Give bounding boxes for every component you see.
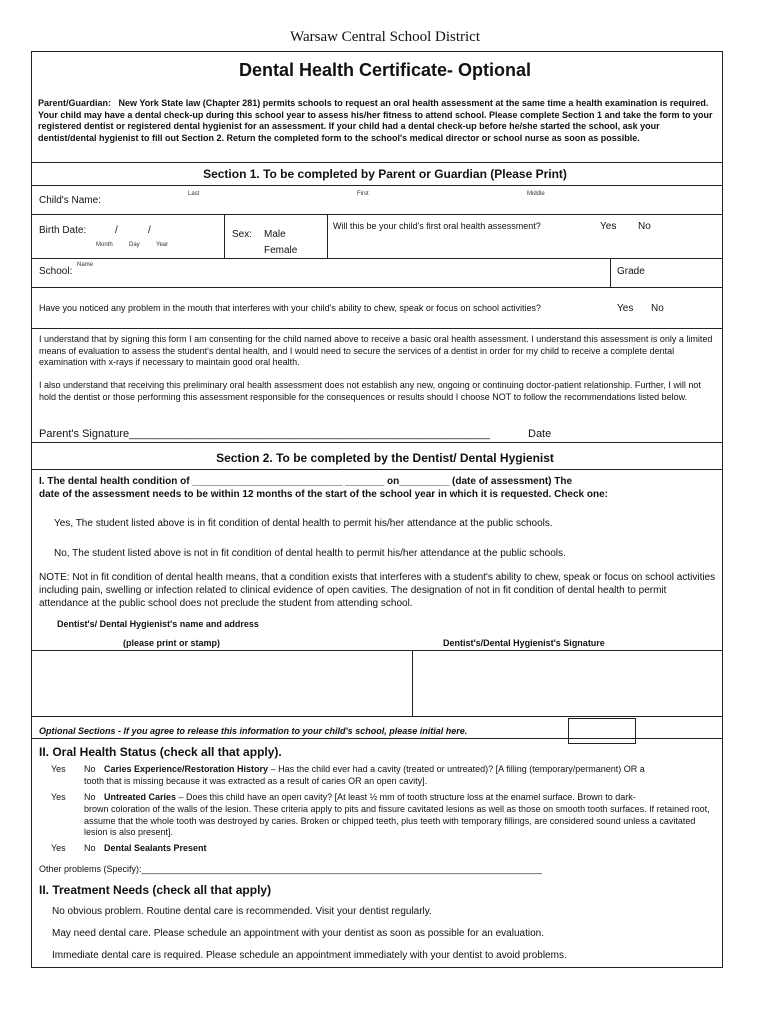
parent-signature-line[interactable]: Parent's Signature___________________________________________________________ <box>39 428 491 440</box>
section2-heading: Section 2. To be completed by the Dentist/ Dental Hygienist <box>216 451 554 465</box>
intro-lead: Parent/Guardian: <box>38 98 112 108</box>
sealants-no[interactable]: No <box>84 843 96 853</box>
caries-history-text: – Has the child ever had a cavity (treated or untreated)? [A filling (temporary/permanent) OR a <box>268 764 645 774</box>
divider <box>31 442 723 443</box>
first-assessment-no[interactable]: No <box>638 221 651 232</box>
divider <box>31 738 723 739</box>
problem-no[interactable]: No <box>651 303 664 314</box>
untreated-caries-title: Untreated Caries <box>104 792 177 802</box>
caries-history-line <box>104 764 645 774</box>
divider <box>31 716 723 717</box>
date-slash: / <box>148 225 151 236</box>
first-assessment-yes[interactable]: Yes <box>600 221 617 232</box>
day-label: Day <box>129 242 140 248</box>
divider <box>327 214 328 258</box>
intro-paragraph <box>38 98 716 144</box>
date-label: Date <box>528 428 552 440</box>
divider <box>610 258 611 287</box>
divider <box>31 258 723 259</box>
sex-label: Sex: <box>232 229 253 240</box>
oral-health-heading: II. Oral Health Status (check all that apply). <box>39 745 282 759</box>
problem-question: Have you noticed any problem in the mouth that interferes with your child's ability to chew, speak or focus on school activities? <box>39 303 541 313</box>
caries-history-detail: tooth that is missing because it was extracted as a result of caries OR an open cavity]. <box>84 776 428 786</box>
print-or-stamp-label: (please print or stamp) <box>123 638 221 648</box>
divider <box>31 162 723 163</box>
last-label: Last <box>188 191 200 197</box>
year-label: Year <box>156 242 169 248</box>
female-option[interactable]: Female <box>264 245 298 256</box>
untreated-caries-no[interactable]: No <box>84 792 96 802</box>
dentist-signature-label: Dentist's/Dental Hygienist's Signature <box>443 638 605 648</box>
intro-text: New York State law (Chapter 281) permits schools to request an oral health assessment at the same time a health examination is required. Your child may have a dental check-up during this school year to assess his/her fitness to attend school. Please complete Section 1 and take the form to your registered dentist or registered dental hygienist for an assessment. If your child had a dental check-up before he/she started the school, ask your dentist/dental hygienist to fill out Section 2. Return the completed form to the school's medical director or school nurse as soon as possible. <box>38 98 713 143</box>
other-problems-line[interactable]: Other problems (Specify):________________________________________________________________________________ <box>39 864 542 874</box>
untreated-caries-detail: brown coloration of the walls of the lesion. These criteria apply to pits and fissure cavitated lesions as well as those on smooth tooth surfaces. If retained root, assume that the whole tooth was destroyed by caries. Broken or chipped teeth, plus teeth with temporary fillings, are considered sound unless a cavitated lesion is also present]. <box>84 804 710 837</box>
divider <box>224 214 225 258</box>
school-label: School: <box>39 266 73 277</box>
consent-paragraph-2: I also understand that receiving this preliminary oral health assessment does not establish any new, ongoing or continuing doctor-patient relationship. Further, I will not hold the dentist or those performing this assessment responsible for the consequences or results should I choose NOT to follow the recommendations listed below. <box>39 380 701 402</box>
first-assessment-question: Will this be your child's first oral health assessment? <box>333 221 541 231</box>
divider <box>31 328 723 329</box>
consent-paragraph-1: I understand that by signing this form I am consenting for the child named above to receive a basic oral health assessment. I understand this assessment is only a limited means of evaluation to assess the student's dental health, and I would need to secure the services of a dentist in order for my child to receive a complete dental examination with x-rays if necessary to maintain good oral health. <box>39 334 713 367</box>
male-option[interactable]: Male <box>264 229 286 240</box>
untreated-caries-text: – Does this child have an open cavity? [At least ½ mm of tooth structure loss at the enamel surface. Brown to dark- <box>176 792 636 802</box>
fit-option-yes[interactable]: Yes, The student listed above is in fit condition of dental health to permit his/her attendance at the public schools. <box>54 518 553 529</box>
date-slash: / <box>115 225 118 236</box>
optional-note: Optional Sections - If you agree to release this information to your child's school, please initial here. <box>39 726 468 736</box>
note-paragraph: NOTE: Not in fit condition of dental health means, that a condition exists that interferes with a student's ability to chew, speak or focus on school activities including pain, swelling or infection related to clinical evidence of open cavities. The designation of not in fit condition of dental health to permit attendance at the public school does not preclude the student from attending school. <box>39 572 716 609</box>
divider <box>412 650 413 716</box>
divider <box>31 185 723 186</box>
month-label: Month <box>96 242 113 248</box>
section1-heading: Section 1. To be completed by Parent or Guardian (Please Print) <box>203 167 567 181</box>
initial-box[interactable] <box>568 718 636 744</box>
grade-label: Grade <box>617 266 645 277</box>
page-title: Dental Health Certificate- Optional <box>238 60 532 80</box>
untreated-caries-line <box>104 792 636 802</box>
dentist-name-label: Dentist's/ Dental Hygienist's name and address <box>57 619 259 629</box>
divider <box>31 214 723 215</box>
district-name: Warsaw Central School District <box>290 29 480 45</box>
sealants-title: Dental Sealants Present <box>104 843 207 853</box>
birth-date-label: Birth Date: <box>39 225 87 236</box>
divider <box>31 650 723 651</box>
treatment-heading: II. Treatment Needs (check all that apply) <box>39 883 272 897</box>
first-label: First <box>357 191 369 197</box>
fit-option-no[interactable]: No, The student listed above is not in fit condition of dental health to permit his/her attendance at the public schools. <box>54 548 566 559</box>
childs-name-label: Child's Name: <box>39 195 101 206</box>
problem-yes[interactable]: Yes <box>617 303 634 314</box>
divider <box>31 287 723 288</box>
condition-line-2: date of the assessment needs to be within 12 months of the start of the school year in which it is requested. Check one: <box>39 489 609 500</box>
condition-line-1: I. The dental health condition of ___________________________ _______ on_________ (date of assessment) The <box>39 476 573 487</box>
middle-label: Middle <box>527 191 545 197</box>
caries-history-yes[interactable]: Yes <box>51 764 66 774</box>
caries-history-title: Caries Experience/Restoration History <box>104 764 269 774</box>
sealants-yes[interactable]: Yes <box>51 843 66 853</box>
caries-history-no[interactable]: No <box>84 764 96 774</box>
treatment-option-2[interactable]: May need dental care. Please schedule an appointment with your dentist as soon as possible for an evaluation. <box>52 928 544 939</box>
treatment-option-3[interactable]: Immediate dental care is required. Please schedule an appointment immediately with your dentist to avoid problems. <box>52 950 567 961</box>
school-name-label: Name <box>77 262 94 268</box>
treatment-option-1[interactable]: No obvious problem. Routine dental care is recommended. Visit your dentist regularly. <box>52 906 432 917</box>
divider <box>31 469 723 470</box>
untreated-caries-yes[interactable]: Yes <box>51 792 66 802</box>
